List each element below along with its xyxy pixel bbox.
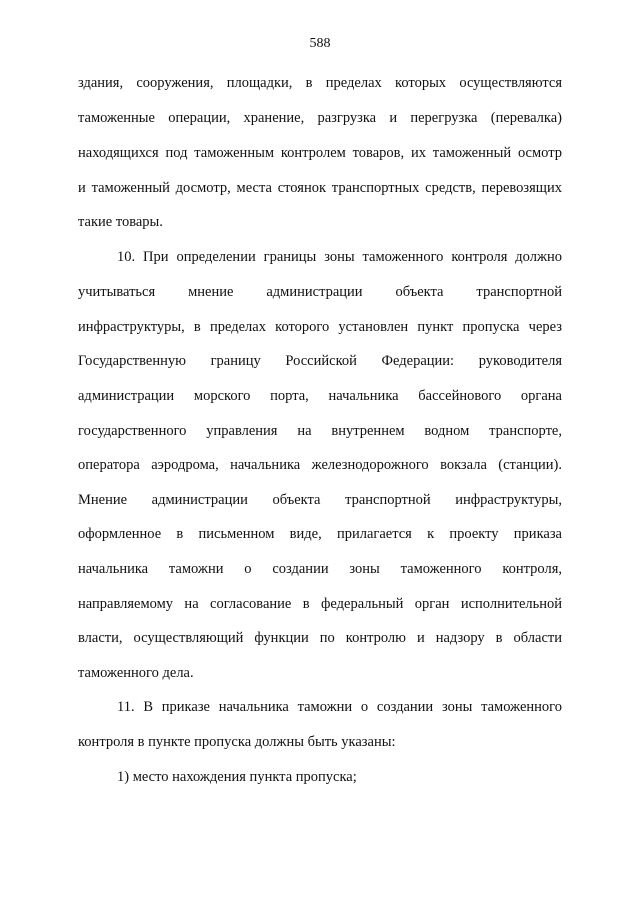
text-line: 1) место нахождения пункта пропуска; [117, 769, 357, 785]
text-line: Мнение администрации объекта транспортной инфраструктуры, [78, 492, 562, 508]
text-line: таможенного дела. [78, 665, 194, 681]
text-line: 10. При определении границы зоны таможенного контроля должно [117, 249, 562, 265]
text-line: направляемому на согласование в федеральный орган исполнительной [78, 596, 562, 612]
text-line: контроля в пункте пропуска должны быть указаны: [78, 734, 396, 750]
page-number: 588 [309, 36, 331, 51]
text-line: государственного управления на внутреннем водном транспорте, [78, 423, 562, 439]
text-line: власти, осуществляющий функции по контролю и надзору в области [78, 630, 562, 646]
text-line: находящихся под таможенным контролем товаров, их таможенный осмотр [78, 145, 562, 161]
text-line: оператора аэродрома, начальника железнодорожного вокзала (станции). [78, 457, 562, 473]
text-line: учитываться мнение администрации объекта транспортной [78, 284, 562, 300]
text-line: такие товары. [78, 214, 163, 230]
text-line: оформленное в письменном виде, прилагается к проекту приказа [78, 526, 562, 542]
text-line: 11. В приказе начальника таможни о создании зоны таможенного [117, 699, 562, 715]
text-line: начальника таможни о создании зоны таможенного контроля, [78, 561, 562, 577]
text-line: инфраструктуры, в пределах которого установлен пункт пропуска через [78, 319, 562, 335]
text-line: и таможенный досмотр, места стоянок транспортных средств, перевозящих [78, 180, 562, 196]
text-line: таможенные операции, хранение, разгрузка и перегрузка (перевалка) [78, 110, 562, 126]
text-line: здания, сооружения, площадки, в пределах которых осуществляются [78, 75, 562, 91]
text-line: администрации морского порта, начальника бассейнового органа [78, 388, 562, 404]
text-line: Государственную границу Российской Федерации: руководителя [78, 353, 562, 369]
